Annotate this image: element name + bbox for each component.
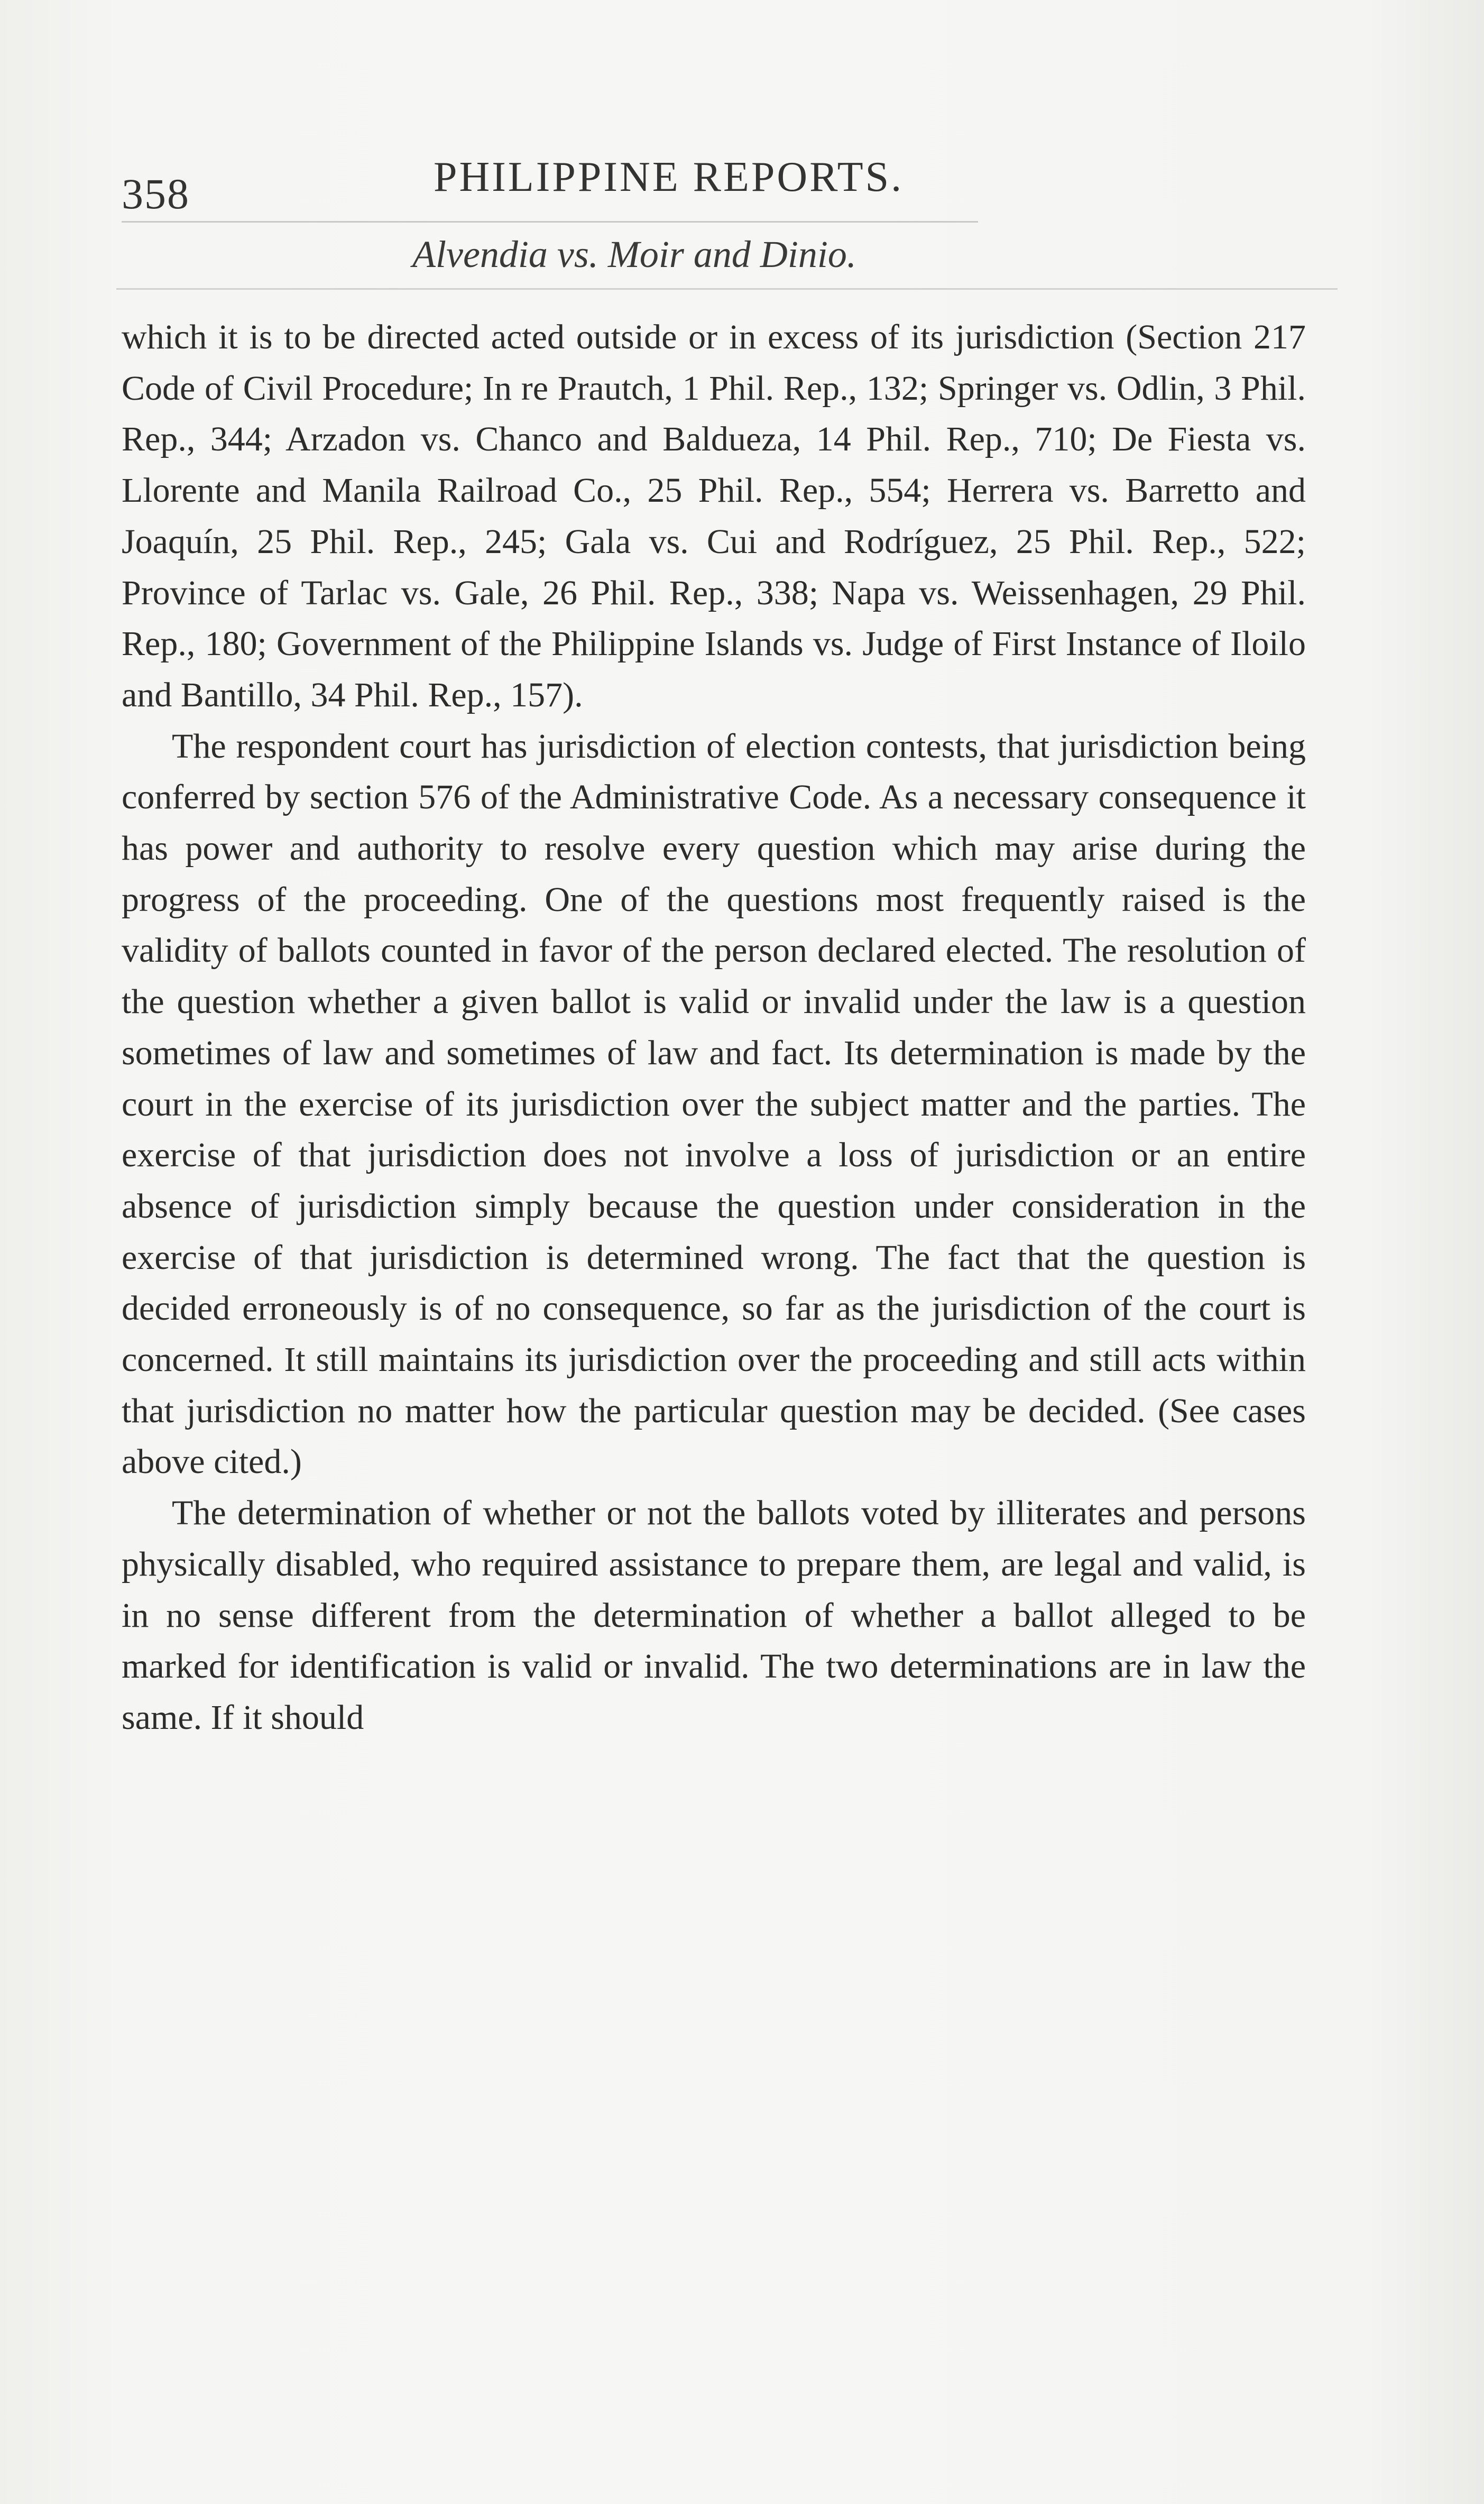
page-number: 358 [122,170,190,218]
running-head: PHILIPPINE REPORTS. [434,154,904,200]
paragraph-determination: The determination of whether or not the ballots voted by illiterates and persons physically disabled, who required assistance to prepare them, are legal and valid, is in no sense different from the determination of whether a ballot alleged to be marked for identification is valid or invalid. The two determinations are in law the same. If it should [122,1494,1306,1737]
paragraph-continuation: which it is to be directed acted outside or in excess of its jurisdiction (Section 217 Code of Civil Procedure; In re Prautch, 1 Phil. Rep., 132; Springer vs. Odlin, 3 Phil. Rep., 344; Arzadon vs. Chanco and Baldueza, 14 Phil. Rep., 710; De Fiesta vs. Llorente and Manila Railroad Co., 25 Phil. Rep., 554; Herrera vs. Barretto and Joaquín, 25 Phil. Rep., 245; Gala vs. Cui and Rodríguez, 25 Phil. Rep., 522; Province of Tarlac vs. Gale, 26 Phil. Rep., 338; Napa vs. Weissenhagen, 29 Phil. Rep., 180; Government of the Philippine Islands vs. Judge of First Instance of Iloilo and Bantillo, 34 Phil. Rep., 157). [122,318,1306,714]
page-header [122,153,1332,217]
header-rule [122,221,978,223]
case-title: Alvendia vs. Moir and Dinio. [412,233,856,275]
paragraph-jurisdiction: The respondent court has jurisdiction of election contests, that jurisdiction being conferred by section 576 of the Administrative Code. As a necessary consequence it has power and authority to resolve every question which may arise during the progress of the proceeding. One of the questions most frequently raised is the validity of ballots counted in favor of the person declared elected. The resolution of the question whether a given ballot is valid or invalid under the law is a question sometimes of law and sometimes of law and fact. Its determination is made by the court in the exercise of its jurisdiction over the subject matter and the parties. The exercise of that jurisdiction does not involve a loss of jurisdiction or an entire absence of jurisdiction simply because the question under consideration in the exercise of that jurisdiction is determined wrong. The fact that the question is decided erroneously is of no consequence, so far as the jurisdiction of the court is concerned. It still maintains its jurisdiction over the proceeding and still acts within that jurisdiction no matter how the particular question may be decided. (See cases above cited.) [122,726,1306,1481]
title-rule [116,288,1338,290]
body-text [122,312,1306,1744]
